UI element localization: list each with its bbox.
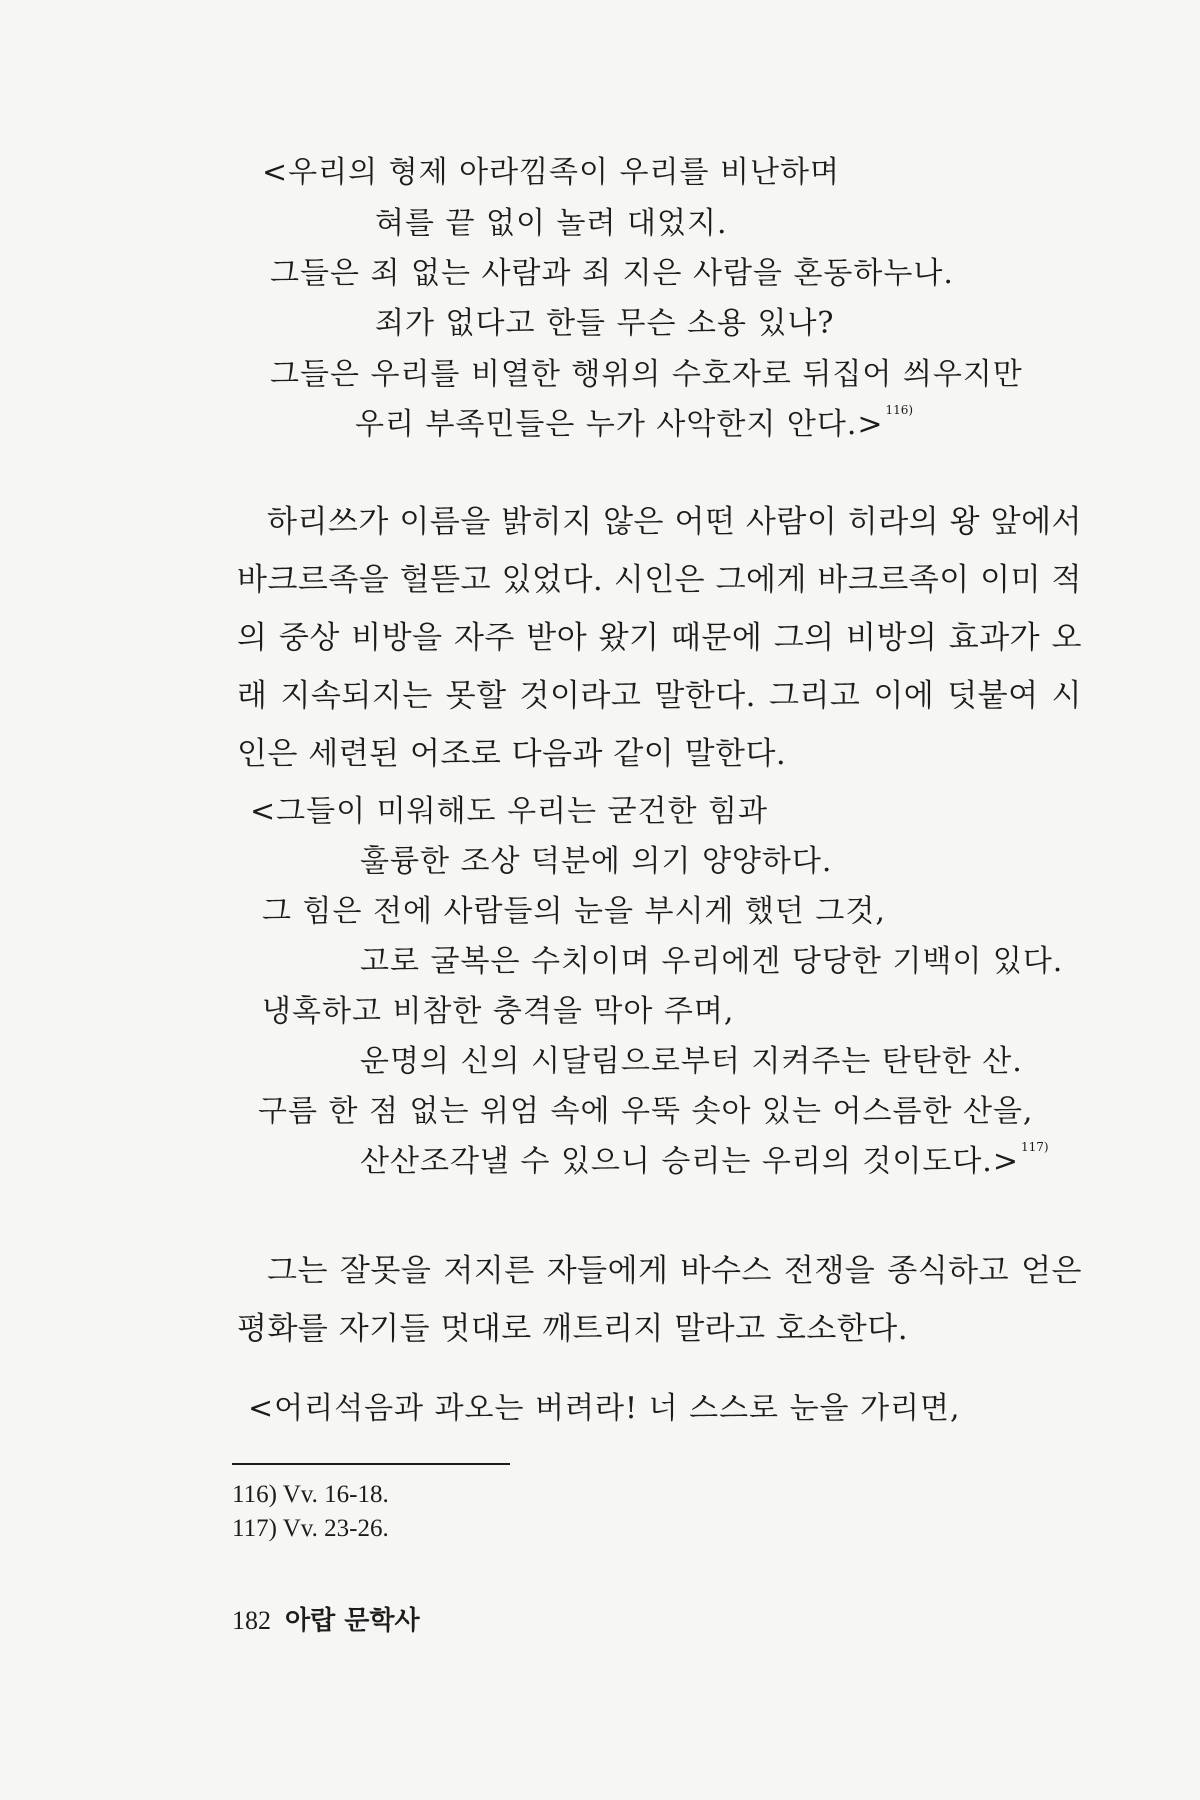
verse-line: 혀를 끝 없이 놀려 대었지. <box>375 206 728 241</box>
footnote-rule <box>232 1463 510 1465</box>
verse-line: <어리석음과 과오는 버려라! 너 스스로 눈을 가리면, <box>248 1391 961 1426</box>
verse-line: <그들이 미워해도 우리는 굳건한 힘과 <box>250 794 768 829</box>
body-paragraph: 그는 잘못을 저지른 자들에게 바수스 전쟁을 종식하고 얻은 평화를 자기들 멋대로 깨트리지 말라고 호소한다. <box>237 1253 1082 1347</box>
footnote-marker: 117) <box>1020 1140 1049 1154</box>
verse-line: 냉혹하고 비참한 충격을 막아 주며, <box>262 994 735 1029</box>
footnote: 116) Vv. 16-18. <box>232 1481 389 1508</box>
verse-line-with-note <box>355 403 914 442</box>
verse-line: <우리의 형제 아라낌족이 우리를 비난하며 <box>262 155 840 190</box>
verse-line: 운명의 신의 시달림으로부터 지켜주는 탄탄한 산. <box>360 1044 1023 1079</box>
running-title: 아랍 문학사 <box>285 1606 420 1636</box>
page-footer <box>232 1608 420 1634</box>
verse-line: 우리 부족민들은 누가 사악한지 안다.> <box>355 407 884 442</box>
verse-line: 훌륭한 조상 덕분에 의기 양양하다. <box>360 844 833 879</box>
verse-line: 고로 굴복은 수치이며 우리에겐 당당한 기백이 있다. <box>360 944 1064 979</box>
verse-line-with-note <box>360 1140 1049 1179</box>
footnote-marker: 116) <box>885 403 914 417</box>
body-paragraph: 하리쓰가 이름을 밝히지 않은 어떤 사람이 히라의 왕 앞에서 바크르족을 헐뜯고 있었다. 시인은 그에게 바크르족이 이미 적의 중상 비방을 자주 받아 왔기 때문에 그의 비방의 효과가 오래 지속되지는 못할 것이라고 말한다. 그리고 이에 덧붙여 시인은 세련된 어조로 다음과 같이 말한다. <box>237 504 1082 772</box>
verse-line: 그 힘은 전에 사람들의 눈을 부시게 했던 그것, <box>262 894 886 929</box>
page-number: 182 <box>232 1606 271 1635</box>
verse-line: 그들은 죄 없는 사람과 죄 지은 사람을 혼동하누나. <box>270 256 954 291</box>
footnote: 117) Vv. 23-26. <box>232 1515 389 1542</box>
verse-line: 산산조각낼 수 있으니 승리는 우리의 것이도다.> <box>360 1144 1019 1179</box>
verse-line: 죄가 없다고 한들 무슨 소용 있나? <box>375 306 835 341</box>
verse-line: 그들은 우리를 비열한 행위의 수호자로 뒤집어 씌우지만 <box>270 357 1023 392</box>
verse-line: 구름 한 점 없는 위엄 속에 우뚝 솟아 있는 어스름한 산을, <box>258 1094 1034 1129</box>
